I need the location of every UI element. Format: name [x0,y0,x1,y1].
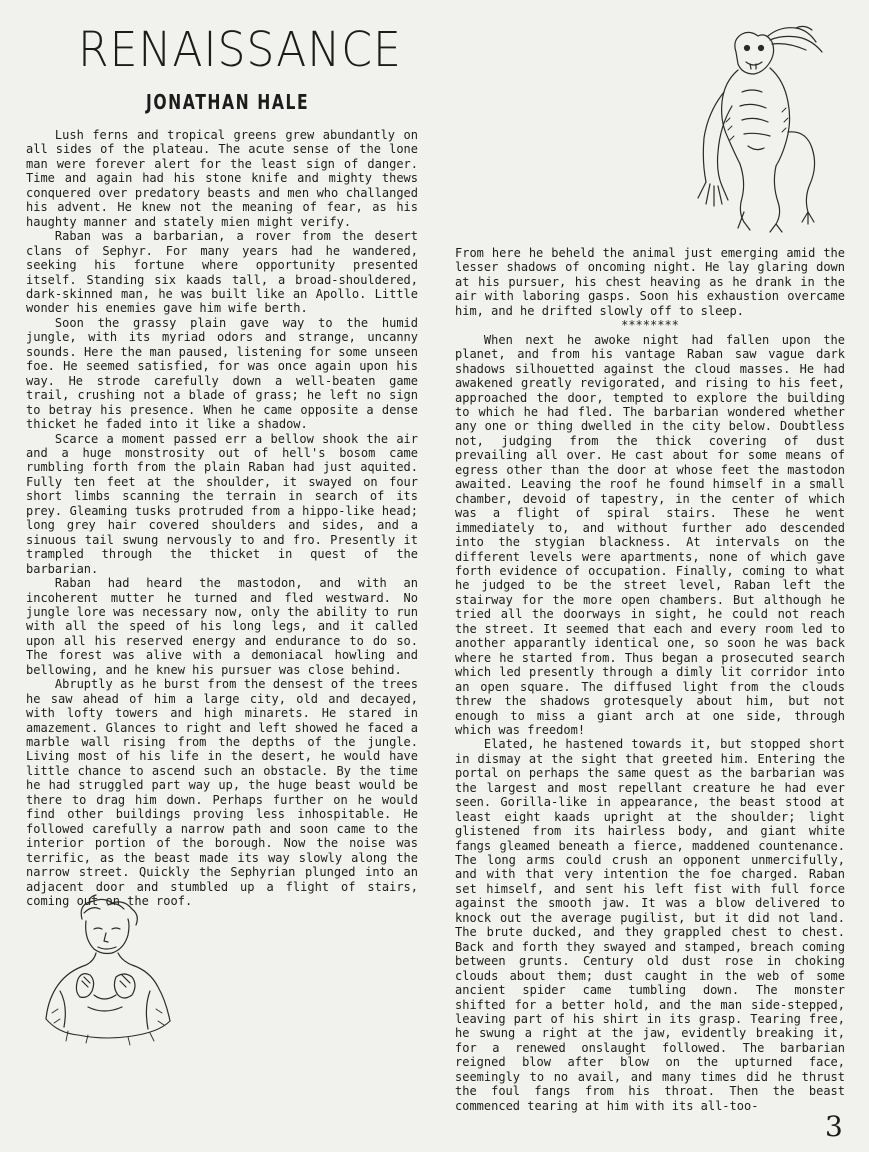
text-column-left [26,128,418,909]
paragraph: When next he awoke night had fallen upon the planet, and from his vantage Raban saw vague dark shadows silhouetted against the cloud masses. He had awakened greatly revigorated, and rising to his feet, approached the door, tempted to explore the building to which he had fled. The barbarian wondered whether any one or thing dwelled in the city below. Doubtless not, judging from the thick covering of dust prevailing all over. He cast about for some means of egress other than the door at whose feet the mastodon awaited. Leaving the roof he found himself in a small chamber, devoid of tapestry, in the center of which was a flight of spiral stairs. These he went immediately to, and without further ado descended into the stygian blackness. At intervals on the different levels were apartments, none of which gave forth evidence of occupation. Finally, coming to what he judged to be the street level, Raban left the stairway for the more open chambers. But although he tried all the doorways in sight, he could not reach the street. It seemed that each and every room led to another apparantly identical one, so soon he was back where he started from. Thus began a prosecuted search which led presently through a dimly lit corridor into an open square. The diffused light from the clouds threw the shadows grotesquely about him, but not enough to miss a giant arch at one side, through which was freedom! [455,332,845,737]
article-title: RENAISSANCE [78,22,402,78]
paragraph: Scarce a moment passed err a bellow shook the air and a huge monstrosity out of hell's bosom came rumbling forth from the plain Raban had just aquited. Fully ten feet at the shoulder, it swayed on four short limbs scanning the terrain in search of its prey. Gleaming tusks protruded from a hippo-like head; long grey hair covered shoulders and sides, and a sinuous tail swung nervously to and fro. Presently it trampled through the thicket in quest of the barbarian. [26,431,418,576]
paragraph: Raban had heard the mastodon, and with an incoherent mutter he turned and fled westward. No jungle lore was necessary now, only the ability to run with all the speed of his long legs, and it called upon all his reserved energy and endurance to do so. The forest was alive with a demoniacal howling and bellowing, and he knew his pursuer was close behind. [26,576,418,677]
paragraph: Lush ferns and tropical greens grew abundantly on all sides of the plateau. The acute sense of the lone man were forever alert for the least sign of danger. Time and again had his stone knife and mighty thews conquered over predatory beasts and men who challanged his advent. He knew not the meaning of fear, as his haughty manner and stately mien might verify. [26,128,418,229]
text-column-right [455,246,845,1113]
paragraph: Abruptly as he burst from the densest of the trees he saw ahead of him a large city, old and decayed, with lofty towers and high minarets. He stared in amazement. Glances to right and left showed he faced a marble wall rising from the depths of the jungle. Living most of his life in the desert, he would have little chance to ascend such an obstacle. By the time he had struggled part way up, the huge beast would be there to drag him down. Perhaps further on he would find other buildings proving less inhospitable. He followed carefully a narrow path and soon came to the interior portion of the borough. Now the noise was terrific, as the beast made its way slowly along the narrow street. Quickly the Sephyrian plunged into an adjacent door and stumbled up a flight of stairs, coming out on the roof. [26,677,418,909]
gorilla-demon-illustration [684,22,844,234]
page-number: 3 [825,1110,843,1143]
article-author: JONATHAN HALE [146,90,310,114]
paragraph: Elated, he hastened towards it, but stopped short in dismay at the sight that greeted him. Entering the portal on perhaps the same quest as the barbarian was the largest and most repellant creature he had ever seen. Gorilla-like in appearance, the beast stood at least eight kaads upright at the shoulder; light glistened from its hairless body, and giant white fangs gleamed beneath a fierce, maddened countenance. The long arms could crush an opponent unmercifully, and with that very intention the foe charged. Raban set himself, and sent his left fist with full force against the smooth jaw. It was a blow delivered to knock out the average pugilist, but it did not land. The brute ducked, and they grappled chest to chest. Back and forth they swayed and stamped, breach coming between grunts. Century old dust rose in choking clouds about them; dust caught in the web of some ancient spider came tumbling down. The monster shifted for a better hold, and the man side-stepped, leaving part of his shirt in its grasp. Tearing free, he swung a right at the jaw, evidently breaking it, for a renewed onslaught followed. The barbarian reigned blow after blow on the upturned face, seemingly to no avail, and many times did he thrust the foul fangs from his throat. Then the beast commenced tearing at him with its all-too- [455,737,845,1113]
paragraph: Soon the grassy plain gave way to the humid jungle, with its myriad odors and strange, uncanny sounds. Here the man paused, listening for some unseen foe. He seemed satisfied, for was once again upon his way. He strode carefully down a well-beaten game trail, crushing not a blade of grass; he left no sign to betray his presence. When he came opposite a dense thicket he faded into it like a shadow. [26,315,418,432]
barbarian-sketch-illustration [38,895,180,1045]
paragraph: Raban was a barbarian, a rover from the desert clans of Sephyr. For many years had he wandered, seeking his fortune where opportunity presented itself. Standing six kaads tall, a broad-shouldered, dark-skinned man, he was built like an Apollo. Little wonder his enemies gave him wife berth. [26,229,418,316]
paragraph: From here he beheld the animal just emerging amid the lesser shadows of oncoming night. He lay glaring down at his pursuer, his chest heaving as he drank in the air with laboring gasps. Soon his exhaustion overcame him, and he drifted slowly off to sleep. [455,246,845,318]
section-separator: ******** [621,318,679,333]
